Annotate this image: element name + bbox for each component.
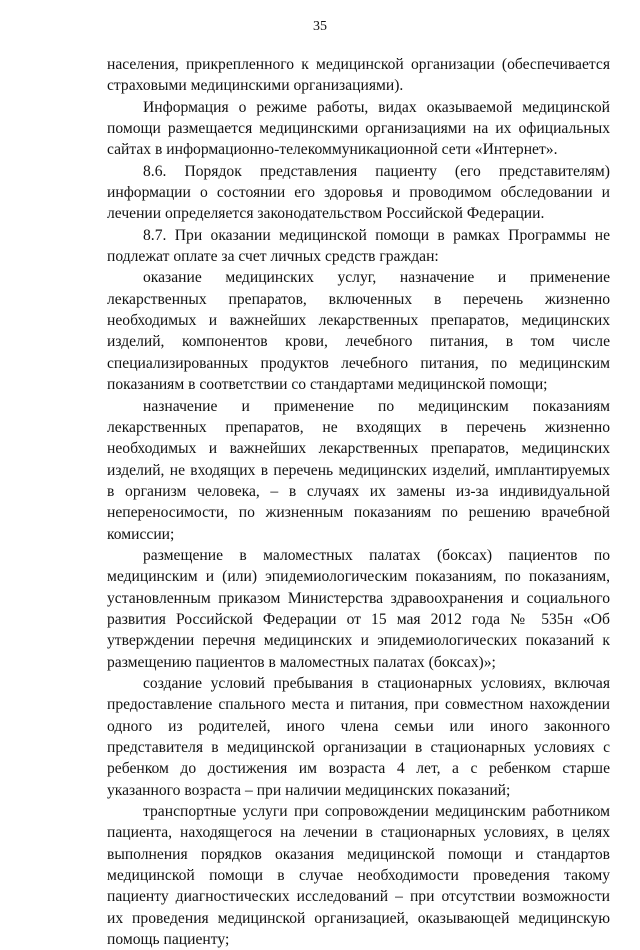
- paragraph-info-website: Информация о режиме работы, видах оказываемой медицинской помощи размещается медицинскими организациями на их официальных сайтах в информационно-телекоммуникационной сети «Интернет».: [107, 98, 610, 159]
- list-item-medical-services: оказание медицинских услуг, назначение и применение лекарственных препаратов, включенных в перечень жизненно необходимых и важнейших лекарственных препаратов, медицинских изделий, компонентов крови, лечебного питания, в том числе специализированных продуктов лечебного питания, по медицинским показаниям в соответствии со стандартами медицинской помощи;: [107, 269, 610, 394]
- paragraph-continuation: населения, прикрепленного к медицинской организации (обеспечивается страховыми медицинскими организациями).: [107, 56, 610, 95]
- list-item-parent-stay: создание условий пребывания в стационарных условиях, включая предоставление спального места и питания, при совместном нахождении одного из родителей, иного члена семьи или иного законного представителя в медицинской организации в стационарных условиях с ребенком до достижения им возраста 4 лет, а с ребенком старше указанного возраста – при наличии медицинских показаний;: [107, 674, 610, 799]
- list-item-small-wards: размещение в маломестных палатах (боксах) пациентов по медицинским и (или) эпидемиологическим показаниям, по показаниям, установленным приказом Министерства здравоохранения и социального развития Российской Федерации от 15 мая 2012 года № 535н «Об утверждении перечня медицинских и эпидемиологических показаний к размещению пациентов в маломестных палатах (боксах)»;: [107, 546, 610, 671]
- document-body: [107, 54, 610, 950]
- paragraph-8-7: 8.7. При оказании медицинской помощи в рамках Программы не подлежат оплате за счет личных средств граждан:: [107, 226, 610, 266]
- page-number: 35: [313, 19, 327, 34]
- paragraph-8-6: 8.6. Порядок представления пациенту (его представителям) информации о состоянии его здоровья и проводимом обследовании и лечении определяется законодательством Российской Федерации.: [107, 162, 610, 223]
- list-item-drug-prescription: назначение и применение по медицинским показаниям лекарственных препаратов, не входящих в перечень жизненно необходимых и важнейших лекарственных препаратов, медицинских изделий, не входящих в перечень медицинских изделий, имплантируемых в организм человека, – в случаях их замены из-за индивидуальной непереносимости, по жизненным показаниям по решению врачебной комиссии;: [107, 397, 610, 543]
- list-item-transport: транспортные услуги при сопровождении медицинским работником пациента, находящегося на лечении в стационарных условиях, в целях выполнения порядков оказания медицинской помощи и стандартов медицинской помощи в случае необходимости проведения такому пациенту диагностических исследований – при отсутствии возможности их проведения медицинской организацией, оказывающей медицинскую помощь пациенту;: [107, 803, 610, 949]
